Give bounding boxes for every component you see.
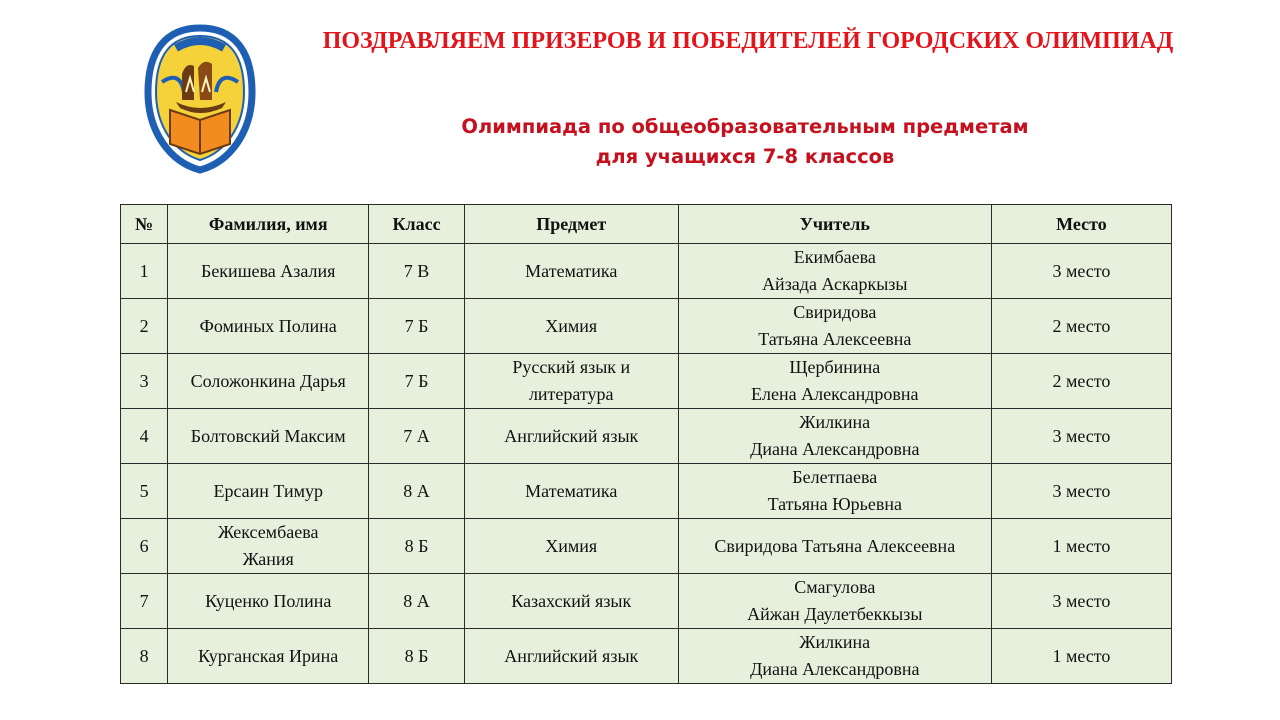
place-cell: 1 место xyxy=(991,519,1171,574)
subject-line: Химия xyxy=(545,535,598,556)
student-name-cell xyxy=(168,299,369,354)
teacher-cell xyxy=(678,299,991,354)
table-body xyxy=(121,244,1172,684)
subject-cell xyxy=(464,574,678,629)
table-row xyxy=(121,299,1172,354)
row-number-cell: 7 xyxy=(121,574,168,629)
student-class-cell: 8 А xyxy=(369,574,465,629)
student-name-line: Фоминых Полина xyxy=(199,315,337,336)
teacher-line: Щербинина xyxy=(789,357,881,377)
subtitle-line-1: Олимпиада по общеобразовательным предметам xyxy=(461,115,1029,138)
row-number-cell: 6 xyxy=(121,519,168,574)
school-emblem-logo xyxy=(140,22,260,174)
teacher-line: Татьяна Юрьевна xyxy=(767,494,902,514)
winners-table xyxy=(120,204,1172,684)
subject-line: Английский язык xyxy=(504,645,639,666)
subject-line: Английский язык xyxy=(504,425,639,446)
header-place: Место xyxy=(991,205,1171,244)
teacher-line: Татьяна Алексеевна xyxy=(758,329,912,349)
place-cell: 3 место xyxy=(991,244,1171,299)
student-name-cell xyxy=(168,354,369,409)
table-row xyxy=(121,354,1172,409)
table-row xyxy=(121,244,1172,299)
table-header-row xyxy=(121,205,1172,244)
table-row xyxy=(121,629,1172,684)
row-number-cell: 5 xyxy=(121,464,168,519)
teacher-cell xyxy=(678,409,991,464)
place-cell: 3 место xyxy=(991,574,1171,629)
header-subject: Предмет xyxy=(464,205,678,244)
teacher-line: Диана Александровна xyxy=(750,439,920,459)
teacher-line: Жилкина xyxy=(799,412,871,432)
row-number-cell: 8 xyxy=(121,629,168,684)
subject-cell xyxy=(464,299,678,354)
student-class-cell: 7 Б xyxy=(369,354,465,409)
row-number-cell: 2 xyxy=(121,299,168,354)
student-class-cell: 8 Б xyxy=(369,629,465,684)
student-class-cell: 7 Б xyxy=(369,299,465,354)
subject-cell xyxy=(464,354,678,409)
header-teacher: Учитель xyxy=(678,205,991,244)
place-cell: 1 место xyxy=(991,629,1171,684)
student-name-cell xyxy=(168,464,369,519)
teacher-line: Айжан Даулетбеккызы xyxy=(747,604,923,624)
teacher-cell xyxy=(678,244,991,299)
place-cell: 2 место xyxy=(991,299,1171,354)
teacher-line: Свиридова Татьяна Алексеевна xyxy=(714,535,956,556)
place-cell: 3 место xyxy=(991,409,1171,464)
student-name-cell xyxy=(168,244,369,299)
student-class-cell: 7 В xyxy=(369,244,465,299)
subtitle-line-2: для учащихся 7-8 классов xyxy=(595,145,895,168)
teacher-line: Свиридова xyxy=(793,302,877,322)
teacher-line: Елена Александровна xyxy=(751,384,919,404)
teacher-line: Диана Александровна xyxy=(750,659,920,679)
row-number-cell: 1 xyxy=(121,244,168,299)
place-cell: 3 место xyxy=(991,464,1171,519)
olympiad-subtitle xyxy=(360,112,1130,172)
subject-cell xyxy=(464,629,678,684)
subject-line: Математика xyxy=(525,480,618,501)
student-class-cell: 8 А xyxy=(369,464,465,519)
table-row xyxy=(121,519,1172,574)
header-class: Класс xyxy=(369,205,465,244)
row-number-cell: 4 xyxy=(121,409,168,464)
teacher-cell xyxy=(678,464,991,519)
subject-cell xyxy=(464,244,678,299)
subject-cell xyxy=(464,519,678,574)
student-name-line: Курганская Ирина xyxy=(198,645,339,666)
student-name-line: Бекишева Азалия xyxy=(200,260,336,281)
teacher-cell xyxy=(678,519,991,574)
page-title: ПОЗДРАВЛЯЕМ ПРИЗЕРОВ И ПОБЕДИТЕЛЕЙ ГОРОДСКИХ ОЛИМПИАД xyxy=(322,28,1174,54)
student-name-line: Соложонкина Дарья xyxy=(190,370,346,391)
teacher-line: Айзада Аскаркызы xyxy=(762,274,908,294)
header-name: Фамилия, имя xyxy=(168,205,369,244)
student-name-cell xyxy=(168,629,369,684)
table-row xyxy=(121,574,1172,629)
subject-line: Химия xyxy=(545,315,598,336)
subject-line: литература xyxy=(528,384,614,404)
student-name-cell xyxy=(168,519,369,574)
student-name-line: Болтовский Максим xyxy=(190,425,346,446)
student-class-cell: 7 А xyxy=(369,409,465,464)
place-cell: 2 место xyxy=(991,354,1171,409)
table-row xyxy=(121,409,1172,464)
subject-cell xyxy=(464,409,678,464)
subject-line: Русский язык и xyxy=(512,357,631,377)
teacher-cell xyxy=(678,574,991,629)
student-name-line: Жексембаева xyxy=(217,522,319,542)
table-row xyxy=(121,464,1172,519)
row-number-cell: 3 xyxy=(121,354,168,409)
subject-line: Казахский язык xyxy=(511,590,632,611)
student-name-line: Жания xyxy=(242,549,294,569)
subject-cell xyxy=(464,464,678,519)
student-name-line: Куценко Полина xyxy=(205,590,332,611)
student-class-cell: 8 Б xyxy=(369,519,465,574)
teacher-cell xyxy=(678,354,991,409)
subject-line: Математика xyxy=(525,260,618,281)
teacher-line: Смагулова xyxy=(794,577,876,597)
student-name-cell xyxy=(168,409,369,464)
header-num: № xyxy=(121,205,168,244)
student-name-line: Ерсаин Тимур xyxy=(213,480,323,501)
student-name-cell xyxy=(168,574,369,629)
teacher-line: Екимбаева xyxy=(793,247,876,267)
teacher-cell xyxy=(678,629,991,684)
teacher-line: Жилкина xyxy=(799,632,871,652)
teacher-line: Белетпаева xyxy=(792,467,878,487)
